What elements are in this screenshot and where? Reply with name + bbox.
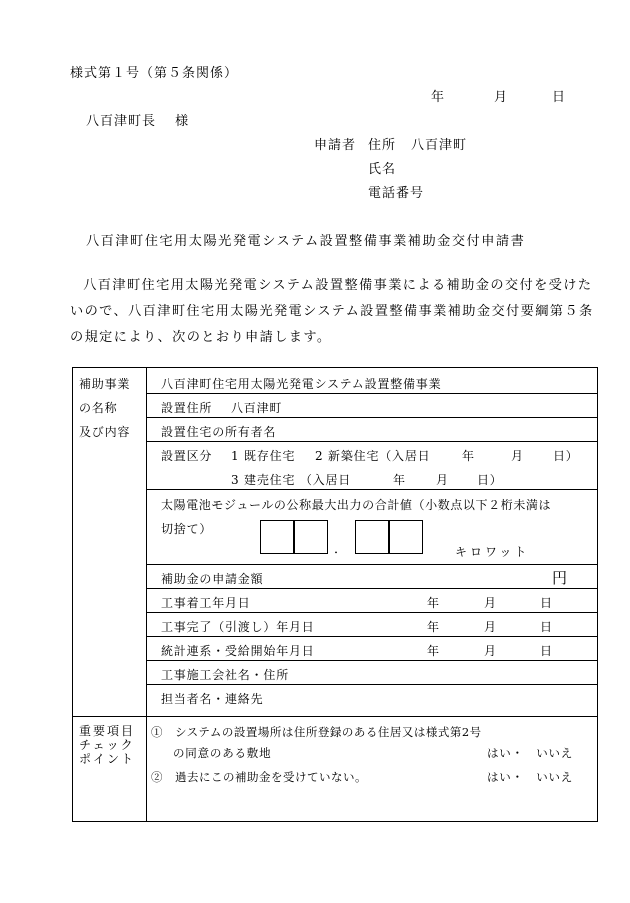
module-output-label: 太陽電池モジュールの公称最大出力の合計値（小数点以下２桁未満は [161,498,552,512]
work-end-year: 年 [427,620,440,634]
date-year-label: 年 [431,90,445,105]
check-header-line2: チェック [79,738,135,752]
row-line [146,660,598,661]
row-line [72,716,598,717]
table-divider [146,367,147,822]
grid-start-month: 月 [484,644,497,658]
work-end-day: 日 [540,620,553,634]
category-sale-day: 日） [477,473,503,487]
row-line [146,417,598,418]
applicant-label: 申請者 [314,138,357,153]
module-output-note: 切捨て） [161,522,213,536]
work-start-month: 月 [484,596,497,610]
work-start-year: 年 [427,596,440,610]
category-new-year: 年 [462,449,475,463]
check-1-text: ① システムの設置場所は住所登録のある住居又は様式第2号 [151,725,482,739]
date-day-label: 日 [552,90,566,105]
row-line [146,588,598,589]
kw-decimal-digit-1[interactable] [355,520,389,554]
left-header-line1: 補助事業 [79,377,131,391]
work-start-day: 日 [540,596,553,610]
subsidy-amount-label: 補助金の申請金額 [161,572,264,586]
form-number: 様式第１号（第５条関係） [70,66,239,81]
install-address-value: 八百津町 [231,401,283,415]
row-line [146,393,598,394]
kw-integer-digit-1[interactable] [260,520,294,554]
grid-start-label: 統計連系・受給開始年月日 [161,644,315,658]
date-month-label: 月 [494,90,508,105]
category-new: 2 新築住宅（入居日 [315,449,431,463]
body-paragraph: 八百津町住宅用太陽光発電システム設置整備事業による補助金の交付を受けたいので、八百津町住宅用太陽光発電システム設置整備事業補助金交付要綱第５条の規定により、次のとおり申請します。 [70,278,594,345]
phone-label: 電話番号 [368,186,425,201]
category-label: 設置区分 [161,449,213,463]
kw-integer-digit-2[interactable] [294,520,328,554]
grid-start-day: 日 [540,644,553,658]
category-sale-month: 月 [436,473,449,487]
install-address-label: 設置住所 [161,401,213,415]
category-new-day: 日） [553,449,579,463]
check-header-line1: 重要項目 [79,724,136,738]
grid-start-year: 年 [427,644,440,658]
work-end-month: 月 [484,620,497,634]
address-label: 住所 [368,138,397,153]
category-sale-year: 年 [393,473,406,487]
yen-unit: 円 [552,569,568,587]
left-header-line2: の名称 [79,401,118,415]
contractor-label: 工事施工会社名・住所 [161,668,290,682]
row-line [146,612,598,613]
document-title: 八百津町住宅用太陽光発電システム設置整備事業補助金交付申請書 [86,234,526,249]
name-label: 氏名 [368,162,397,177]
row-line [146,636,598,637]
left-header-line3: 及び内容 [79,425,131,439]
work-start-label: 工事着工年月日 [161,596,251,610]
contact-label: 担当者名・連絡先 [161,692,264,706]
owner-label: 設置住宅の所有者名 [161,425,277,439]
category-existing: 1 既存住宅 [231,449,296,463]
project-name: 八百津町住宅用太陽光発電システム設置整備事業 [161,377,442,391]
row-line [146,441,598,442]
check-1-text-cont: の同意のある敷地 [173,746,272,760]
row-line [146,684,598,685]
row-line [146,564,598,565]
category-new-month: 月 [511,449,524,463]
kw-decimal-digit-2[interactable] [389,520,423,554]
kilowatt-unit: キロワット [455,545,530,559]
row-line [146,489,598,490]
work-end-label: 工事完了（引渡し）年月日 [161,620,315,634]
check-2-yes-no[interactable]: はい・ いいえ [487,770,574,784]
address-value: 八百津町 [411,138,468,153]
addressee: 八百津町長 様 [86,114,190,129]
category-built-for-sale: 3 建売住宅 （入居日 [231,473,352,487]
check-1-yes-no[interactable]: はい・ いいえ [487,746,574,760]
check-2-text: ② 過去にこの補助金を受けていない。 [151,770,367,784]
check-header-line3: ポイント [79,752,136,766]
decimal-point: ． [334,542,348,557]
